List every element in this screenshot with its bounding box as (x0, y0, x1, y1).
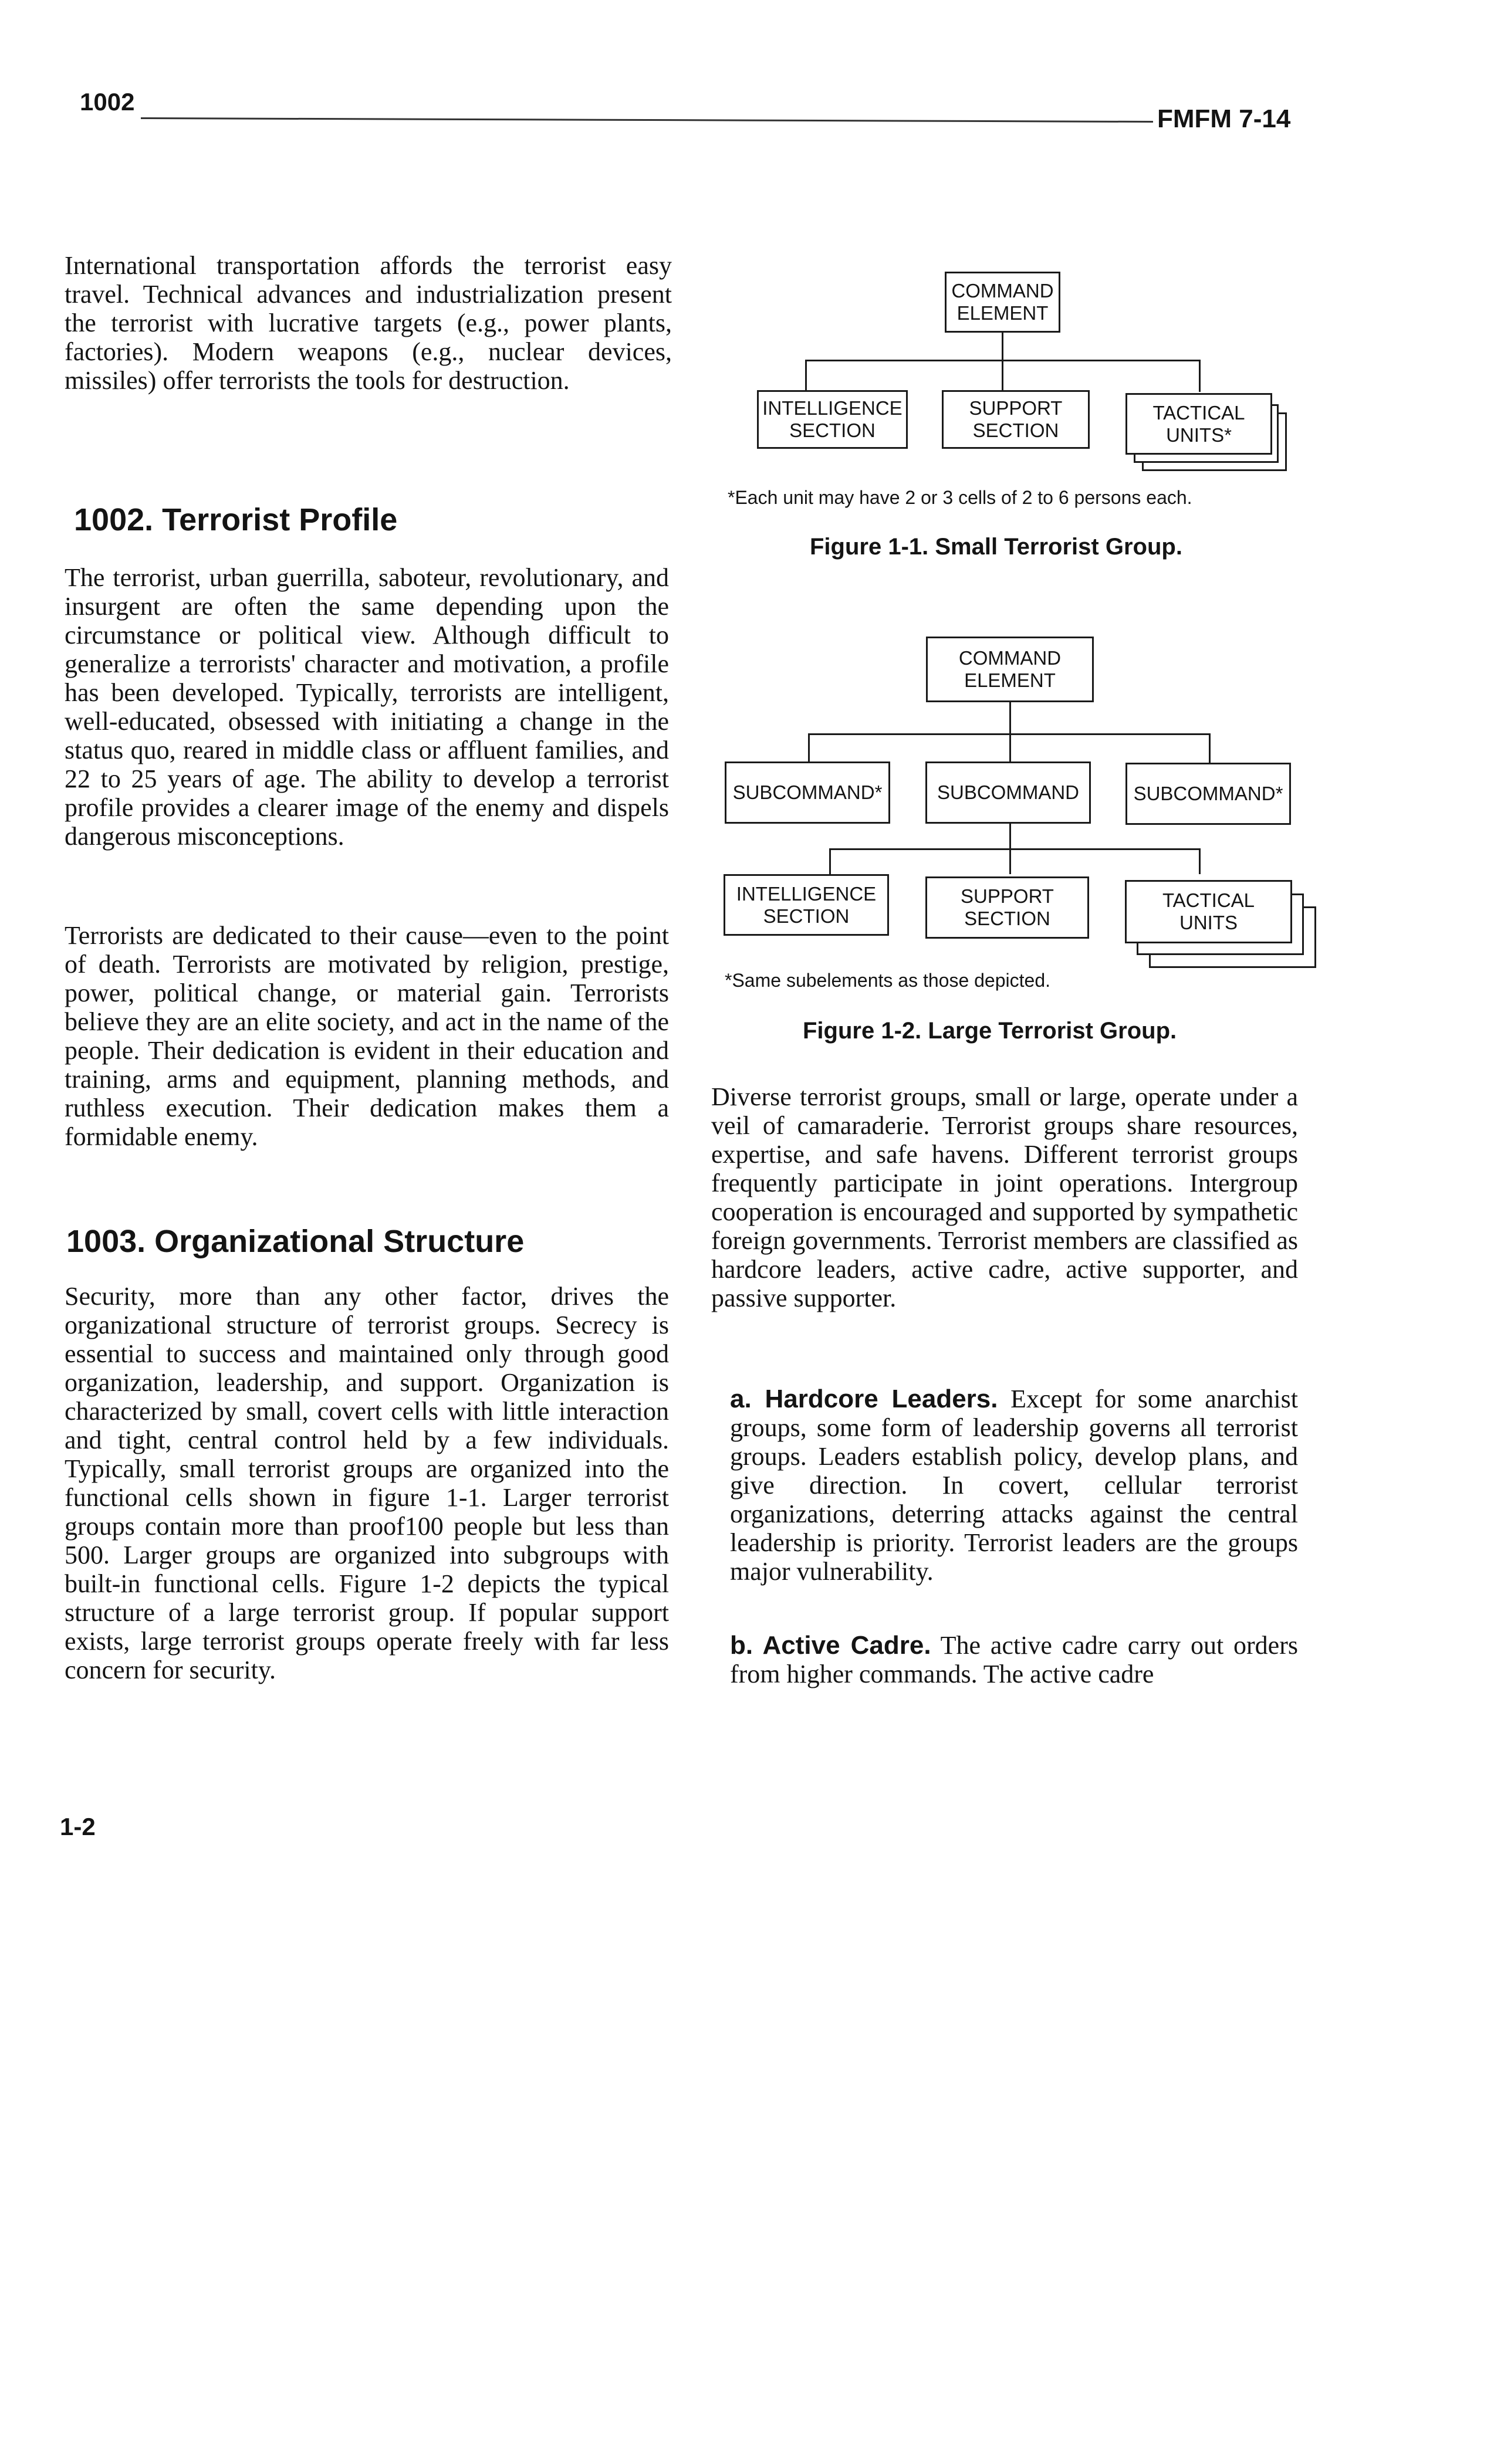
fig2-caption: Figure 1-2. Large Terrorist Group. (803, 1018, 1177, 1044)
connector (1002, 360, 1003, 392)
header-publication: FMFM 7-14 (1157, 104, 1291, 133)
structure-text: Security, more than any other factor, drives the organizational structure of terrorist groups. Secrecy is essential to success and maintained only through good organization, leadership, and support. Organization is characterized by small, covert cells with little interaction and tight, central control held by a few individuals. Typically, small terrorist groups are organized into the functional cells shown in figure 1-1. Larger terrorist groups contain more than proof100 people but less than 500. Larger groups are organized into subgroups with built-in functional cells. Figure 1-2 depicts the typical structure of a large terrorist group. If popular support exists, large terrorist groups operate freely with far less concern for security. (65, 1282, 669, 1684)
box-label: COMMAND (958, 647, 1062, 669)
section-1002-paragraph-2 (65, 921, 669, 1151)
profile-text: The terrorist, urban guerrilla, saboteur, revolutionary, and insurgent are often the same depending upon the circumstance or political view. Although difficult to generalize a terrorists' character and motivation, a profile has been developed. Typically, terrorists are intelligent, well-educated, obsessed with initiating a change in the status quo, reared in middle class or affluent families, and 22 to 25 years of age. The ability to develop a terrorist profile provides a clearer image of the enemy and dispels dangerous misconceptions. (65, 563, 669, 851)
box-label: INTELLIGENCE (736, 882, 877, 905)
connector (1009, 848, 1011, 874)
fig2-support-section (925, 876, 1089, 939)
item-b-label: b. Active Cadre. (730, 1631, 931, 1660)
box-label: SUBCOMMAND* (1133, 783, 1283, 804)
box-label: INTELLIGENCE (762, 397, 903, 419)
cooperation-text: Diverse terrorist groups, small or large, operate under a veil of camaraderie. Terrorist groups share resources, expertise, and safe havens. Different terrorist groups frequently participate in joint operations. Intergroup cooperation is encouraged and supported by sympathetic foreign governments. Terrorist members are classified as hardcore leaders, active cadre, active supporter, and passive supporter. (711, 1082, 1298, 1312)
fig2-footnote: *Same subelements as those depicted. (725, 970, 1050, 991)
box-label: SECTION (789, 419, 876, 441)
item-a-label: a. Hardcore Leaders. (730, 1385, 998, 1413)
fig2-subcommand-middle (925, 761, 1091, 824)
box-label: SUBCOMMAND* (732, 781, 883, 803)
box-label: TACTICAL (1162, 889, 1255, 911)
box-label: SUPPORT (969, 397, 1063, 419)
fig2-tactical-units (1125, 880, 1292, 943)
fig2-intelligence-section (724, 874, 889, 936)
connector (829, 848, 831, 874)
box-label: SUPPORT (961, 885, 1054, 907)
fig2-command-element (926, 637, 1094, 702)
fig1-intelligence-section (757, 390, 908, 449)
header-rule (141, 117, 1153, 123)
item-a-hardcore-leaders (730, 1385, 1298, 1586)
connector (1009, 821, 1011, 849)
box-label: COMMAND (951, 280, 1054, 302)
connector (808, 733, 810, 764)
connector (829, 848, 1200, 850)
fig2-subcommand-left (725, 761, 890, 824)
intro-text: International transportation affords the terrorist easy travel. Technical advances and industrialization present the terrorist with lucrative targets (e.g., power plants, factories). Modern weapons (e.g., nuclear devices, missiles) offer terrorists the tools for destruction. (65, 251, 672, 395)
box-label: ELEMENT (964, 669, 1056, 691)
box-label: SECTION (972, 419, 1059, 441)
fig1-caption: Figure 1-1. Small Terrorist Group. (810, 534, 1182, 560)
item-b-active-cadre (730, 1631, 1298, 1688)
fig1-support-section (942, 390, 1090, 449)
connector (1009, 733, 1011, 764)
box-label: SUBCOMMAND (937, 781, 1079, 803)
box-label: SECTION (964, 908, 1050, 929)
page-number: 1-2 (60, 1813, 96, 1840)
fig1-footnote: *Each unit may have 2 or 3 cells of 2 to 6 persons each. (728, 487, 1192, 508)
connector (1199, 848, 1201, 874)
dedication-text: Terrorists are dedicated to their cause—even to the point of death. Terrorists are motivated by religion, prestige, power, political change, or material gain. Terrorists believe they are an elite society, and act in the name of the people. Their dedication is evident in their education and training, arms and equipment, planning methods, and ruthless execution. Their dedication makes them a formidable enemy. (65, 921, 669, 1151)
box-label: ELEMENT (956, 302, 1049, 324)
intro-paragraph (65, 251, 672, 395)
section-1003-heading: 1003. Organizational Structure (66, 1224, 525, 1259)
connector (1199, 360, 1201, 392)
connector (805, 360, 807, 392)
section-1003-paragraph-1 (65, 1282, 669, 1684)
connector (1009, 701, 1011, 735)
fig1-command-element (945, 272, 1060, 333)
box-label: TACTICAL (1152, 401, 1245, 424)
connector (1209, 733, 1211, 764)
box-label: UNITS (1179, 912, 1238, 933)
box-label: SECTION (763, 905, 850, 927)
fig1-tactical-units (1125, 393, 1272, 455)
section-1002-heading: 1002. Terrorist Profile (74, 502, 398, 537)
fig2-subcommand-right (1125, 763, 1291, 825)
header-section-number: 1002 (80, 88, 135, 116)
item-b-text: The active cadre carry out orders from higher commands. The active cadre (730, 1631, 1298, 1688)
item-a-text: Except for some anarchist groups, some form of leadership governs all terrorist groups. Leaders establish policy, develop plans, and give direction. In covert, cellular terrorist organizations, deterring attacks against the central leadership is priority. Terrorist leaders are the groups major vulnerability. (730, 1385, 1299, 1586)
section-1003-paragraph-2 (711, 1082, 1298, 1312)
section-1002-paragraph-1 (65, 563, 669, 851)
box-label: UNITS* (1166, 424, 1232, 446)
